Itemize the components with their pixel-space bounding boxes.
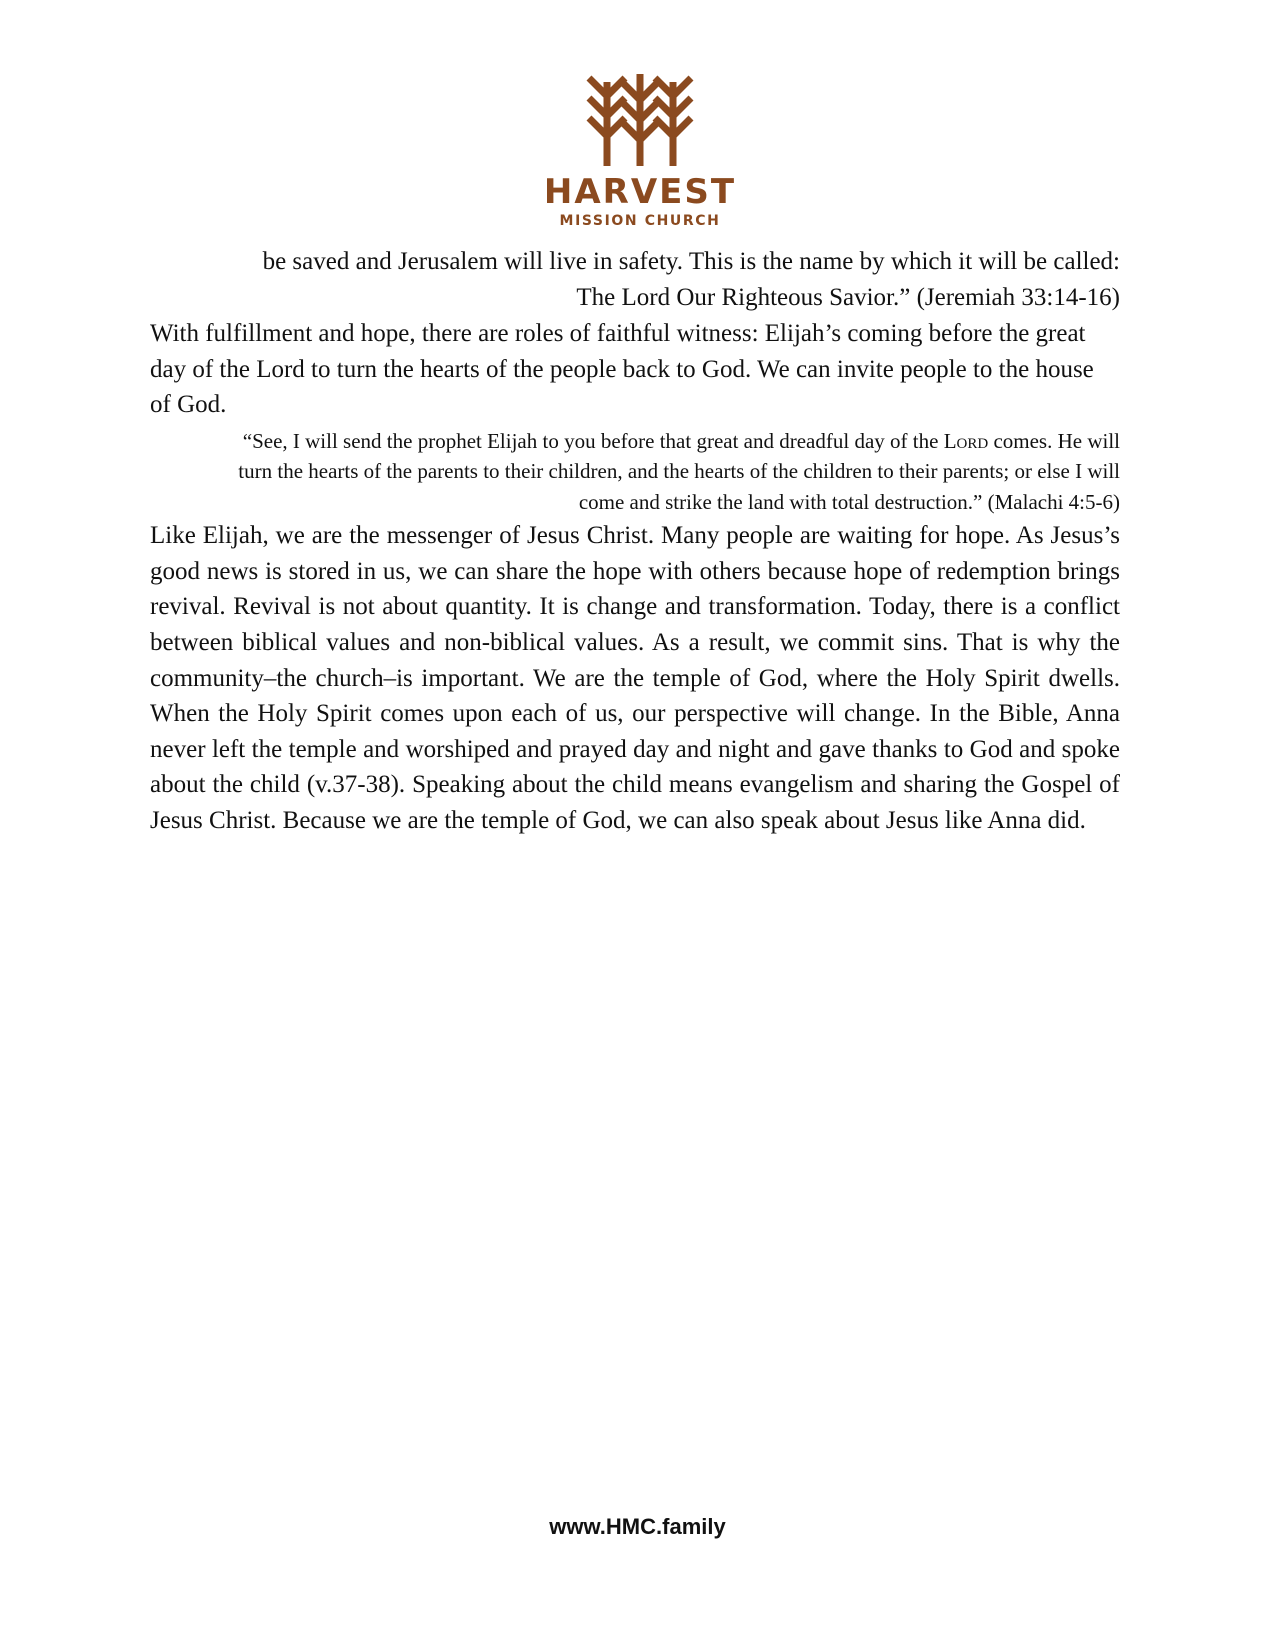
wheat-icon: [585, 74, 695, 166]
quote-line: turn the hearts of the parents to their children, and the hearts of the children to their parents; or else I will: [238, 459, 1120, 484]
quote-text: “See, I will send the prophet Elijah to you before that great and dreadful day of the: [242, 428, 944, 453]
jeremiah-quote: [150, 244, 1120, 316]
quote-line: [162, 426, 1120, 457]
document-body: [150, 244, 1120, 839]
quote-line: come and strike the land with total destruction.” (Malachi 4:5-6): [578, 489, 1120, 514]
quote-line: The Lord Our Righteous Savior.” (Jeremiah 33:14-16): [576, 284, 1120, 311]
logo-subtitle: MISSION CHURCH: [559, 213, 721, 229]
paragraph-elijah: Like Elijah, we are the messenger of Jesus Christ. Many people are waiting for hope. As Jesus’s good news is stored in us, we can share the hope with others because hope of redemption brings revival. Revival is not about quantity. It is change and transformation. Today, there is a conflict between biblical values and non-biblical values. As a result, we commit sins. That is why the community–the church–is important. We are the temple of God, where the Holy Spirit dwells. When the Holy Spirit comes upon each of us, our perspective will change. In the Bible, Anna never left the temple and worshiped and prayed day and night and gave thanks to God and spoke about the child (v.37-38). Speaking about the child means evangelism and sharing the Gospel of Jesus Christ. Because we are the temple of God, we can also speak about Jesus like Anna did.: [150, 522, 1120, 835]
malachi-quote: [150, 426, 1120, 518]
lord-smallcaps: Lord: [943, 428, 989, 453]
footer-website: www.HMC.family: [549, 1514, 726, 1539]
logo-name: HARVEST: [543, 172, 737, 212]
quote-text: comes. He will: [988, 428, 1120, 453]
quote-line: be saved and Jerusalem will live in safety. This is the name by which it will be called:: [262, 248, 1120, 275]
paragraph-witness: With fulfillment and hope, there are roles of faithful witness: Elijah’s coming before the great day of the Lord to turn the hearts of the people back to God. We can invite people to the house of God.: [150, 320, 1094, 419]
church-logo: [540, 74, 740, 230]
